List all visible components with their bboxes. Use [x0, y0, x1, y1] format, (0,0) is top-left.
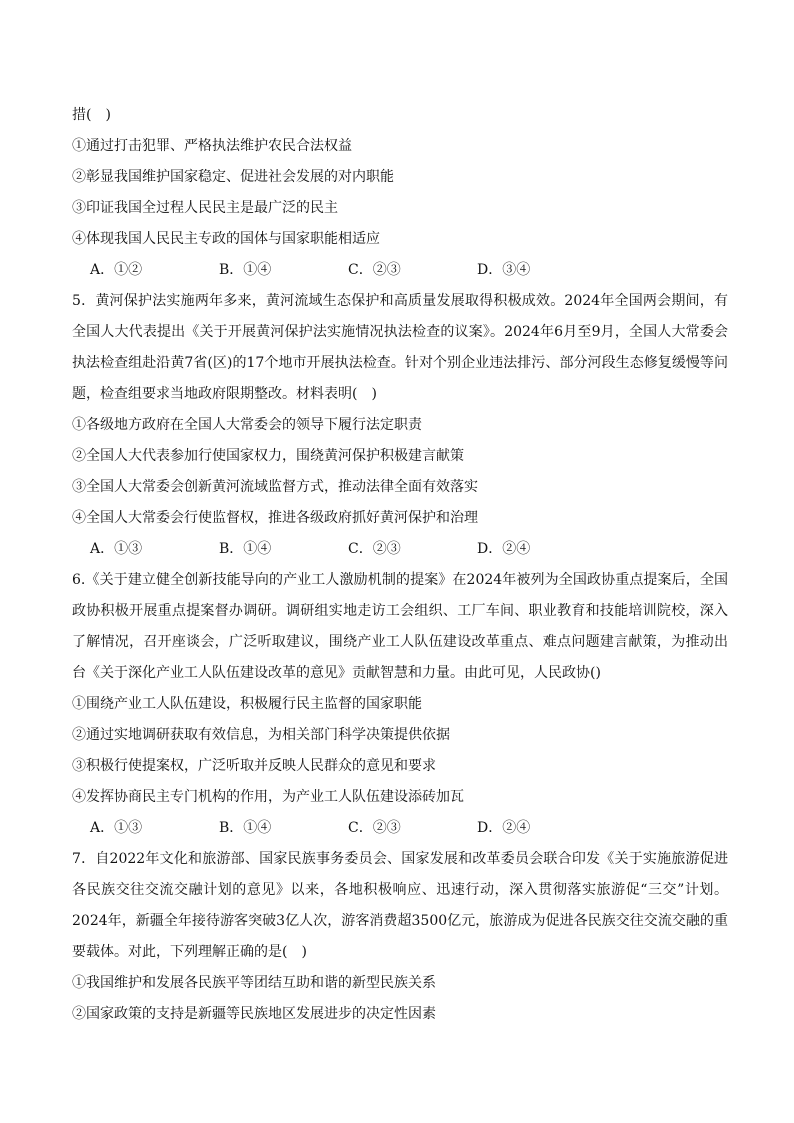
q4-option-a[interactable]: A．①②: [90, 262, 143, 278]
q5-item-1: ①各级地方政府在全国人大常委会的领导下履行法定职责: [72, 417, 422, 433]
q6-option-b[interactable]: B．①④: [219, 820, 272, 836]
q6-item-4: ④发挥协商民主专门机构的作用，为产业工人队伍建设添砖加瓦: [72, 789, 464, 805]
q7-stem: 7．自2022年文化和旅游部、国家民族事务委员会、国家发展和改革委员会联合印发《关于实施旅游促进各民族交往交流交融计划的意见》以来，各地积极响应、迅速行动，深入贯彻落实旅游促“三交”计划。2024年，新疆全年接待游客突破3亿人次，游客消费超3500亿元，旅游成为促进各民族交往交流交融的重要载体。对此，下列理解正确的是( ): [72, 851, 728, 960]
q4-item-4: ④体现我国人民民主专政的国体与国家职能相适应: [72, 231, 380, 247]
q4-item-1: ①通过打击犯罪、严格执法维护农民合法权益: [72, 138, 352, 154]
q5-option-d[interactable]: D．②④: [477, 541, 531, 557]
q5-item-2: ②全国人大代表参加行使国家权力，围绕黄河保护积极建言献策: [72, 448, 464, 464]
q5-item-3: ③全国人大常委会创新黄河流域监督方式，推动法律全面有效落实: [72, 479, 478, 495]
q5-option-c[interactable]: C．②③: [348, 541, 401, 557]
q5-stem: 5．黄河保护法实施两年多来，黄河流域生态保护和高质量发展取得积极成效。2024年全国两会期间，有全国人大代表提出《关于开展黄河保护法实施情况执法检查的议案》。2024年6月至9月，全国人大常委会执法检查组赴沿黄7省(区)的17个地市开展执法检查。针对个别企业违法排污、部分河段生态修复缓慢等问题，检查组要求当地政府限期整改。材料表明( ): [72, 293, 728, 402]
q6-item-2: ②通过实地调研获取有效信息，为相关部门科学决策提供依据: [72, 727, 450, 743]
q4-item-3: ③印证我国全过程人民民主是最广泛的民主: [72, 200, 338, 216]
q6-item-3: ③积极行使提案权，广泛听取并反映人民群众的意见和要求: [72, 758, 436, 774]
q5-option-b[interactable]: B．①④: [219, 541, 272, 557]
q6-option-c[interactable]: C．②③: [348, 820, 401, 836]
q6-item-1: ①围绕产业工人队伍建设，积极履行民主监督的国家职能: [72, 696, 422, 712]
q7-item-1: ①我国维护和发展各民族平等团结互助和谐的新型民族关系: [72, 975, 436, 991]
q4-option-d[interactable]: D．③④: [477, 262, 531, 278]
q4-stem-tail: 措( ): [72, 107, 111, 123]
q4-options: [72, 255, 728, 286]
q6-options: [72, 813, 728, 844]
q6-option-a[interactable]: A．①③: [90, 820, 143, 836]
q6-stem: 6.《关于建立健全创新技能导向的产业工人激励机制的提案》在2024年被列为全国政协重点提案后，全国政协积极开展重点提案督办调研。调研组实地走访工会组织、工厂车间、职业教育和技能培训院校，深入了解情况，召开座谈会，广泛听取建议，围绕产业工人队伍建设改革重点、难点问题建言献策，为推动出台《关于深化产业工人队伍建设改革的意见》贡献智慧和力量。由此可见，人民政协(): [72, 572, 728, 681]
q4-item-2: ②彰显我国维护国家稳定、促进社会发展的对内职能: [72, 169, 394, 185]
q7-item-2: ②国家政策的支持是新疆等民族地区发展进步的决定性因素: [72, 1006, 436, 1022]
q6-option-d[interactable]: D．②④: [477, 820, 531, 836]
q5-item-4: ④全国人大常委会行使监督权，推进各级政府抓好黄河保护和治理: [72, 510, 478, 526]
q5-option-a[interactable]: A．①③: [90, 541, 143, 557]
q4-option-c[interactable]: C．②③: [348, 262, 401, 278]
q4-option-b[interactable]: B．①④: [219, 262, 272, 278]
q5-options: [72, 534, 728, 565]
exam-page: [72, 100, 728, 1030]
